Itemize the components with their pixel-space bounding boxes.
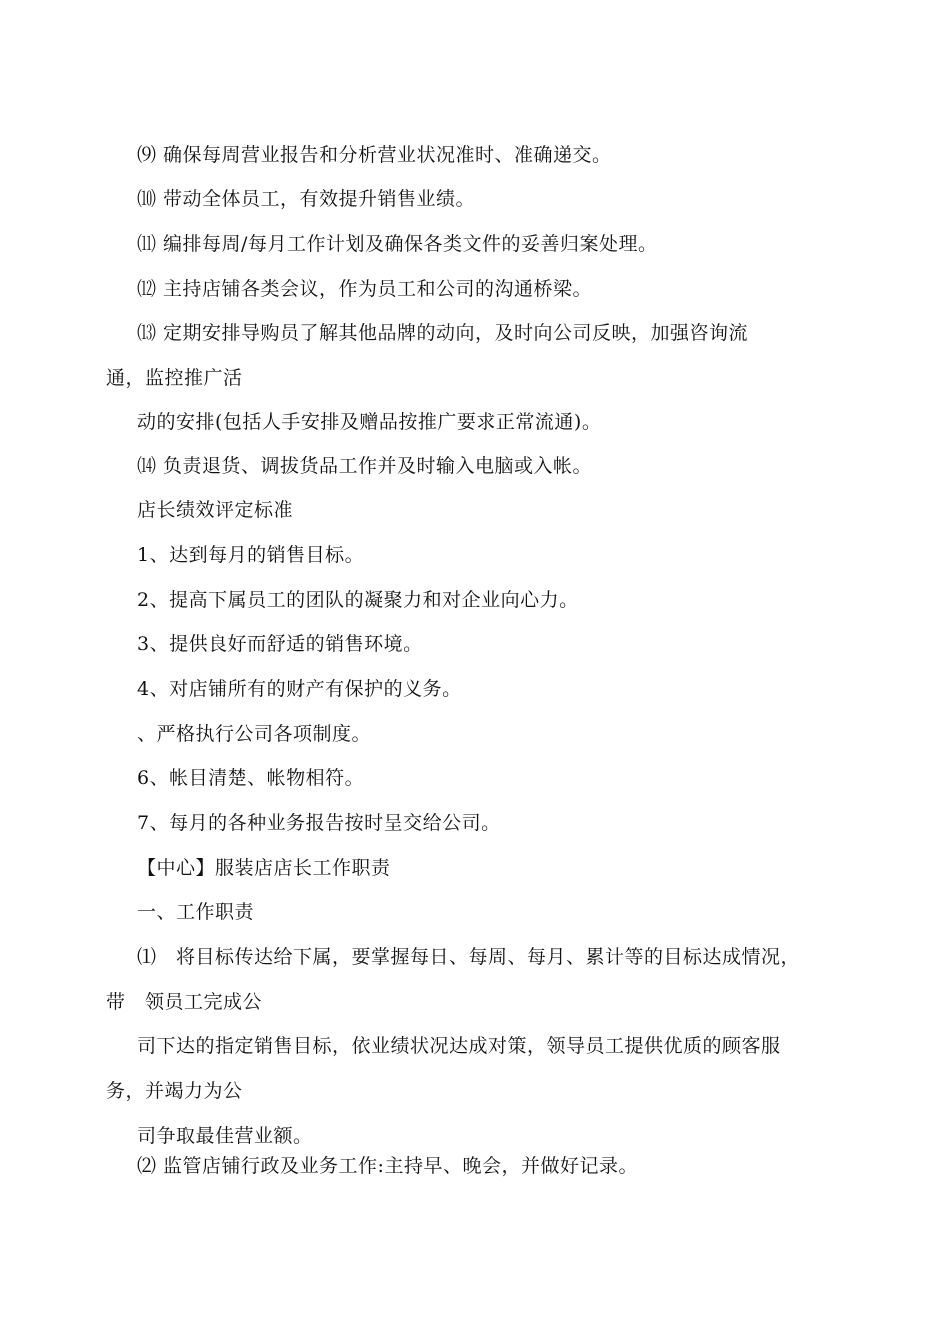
list-item: 7、每月的各种业务报告按时呈交给公司。 — [137, 812, 501, 834]
paragraph-line: ⑿ 主持店铺各类会议，作为员工和公司的沟通桥梁。 — [137, 278, 593, 300]
list-item: 、严格执行公司各项制度。 — [137, 723, 372, 745]
list-item: 3、提供良好而舒适的销售环境。 — [137, 633, 423, 655]
paragraph-line: ⑼ 确保每周营业报告和分析营业状况准时、准确递交。 — [137, 144, 612, 166]
section-heading: 一、工作职责 — [137, 901, 255, 923]
list-item: 6、帐目清楚、帐物相符。 — [137, 767, 365, 789]
paragraph-line: ⑴ 将目标传达给下属，要掌握每日、每周、每月、累计等的目标达成情况， — [137, 946, 801, 968]
document-title: 【中心】服装店店长工作职责 — [137, 857, 391, 879]
section-heading: 店长绩效评定标准 — [137, 499, 294, 521]
paragraph-line: ⑾ 编排每周/每月工作计划及确保各类文件的妥善归案处理。 — [137, 233, 658, 255]
paragraph-line: 带 领员工完成公 — [106, 991, 263, 1013]
paragraph-line: 司争取最佳营业额。 — [137, 1125, 313, 1147]
paragraph-line: 动的安排(包括人手安排及赠品按推广要求正常流通)。 — [137, 411, 602, 433]
paragraph-line: ⒁ 负责退货、调拔货品工作并及时输入电脑或入帐。 — [137, 455, 593, 477]
paragraph-line: ⑵ 监管店铺行政及业务工作:主持早、晚会，并做好记录。 — [137, 1155, 638, 1177]
paragraph-line: 通，监控推广活 — [106, 367, 243, 389]
list-item: 2、提高下属员工的团队的凝聚力和对企业向心力。 — [137, 589, 579, 611]
paragraph-line: ⒀ 定期安排导购员了解其他品牌的动向，及时向公司反映，加强咨询流 — [137, 322, 749, 344]
paragraph-line: ⑽ 带动全体员工，有效提升销售业绩。 — [137, 188, 476, 210]
list-item: 1、达到每月的销售目标。 — [137, 544, 365, 566]
list-item: 4、对店铺所有的财产有保护的义务。 — [137, 678, 462, 700]
paragraph-line: 司下达的指定销售目标，依业绩状况达成对策，领导员工提供优质的顾客服 — [137, 1035, 781, 1057]
paragraph-line: 务，并竭力为公 — [106, 1080, 243, 1102]
